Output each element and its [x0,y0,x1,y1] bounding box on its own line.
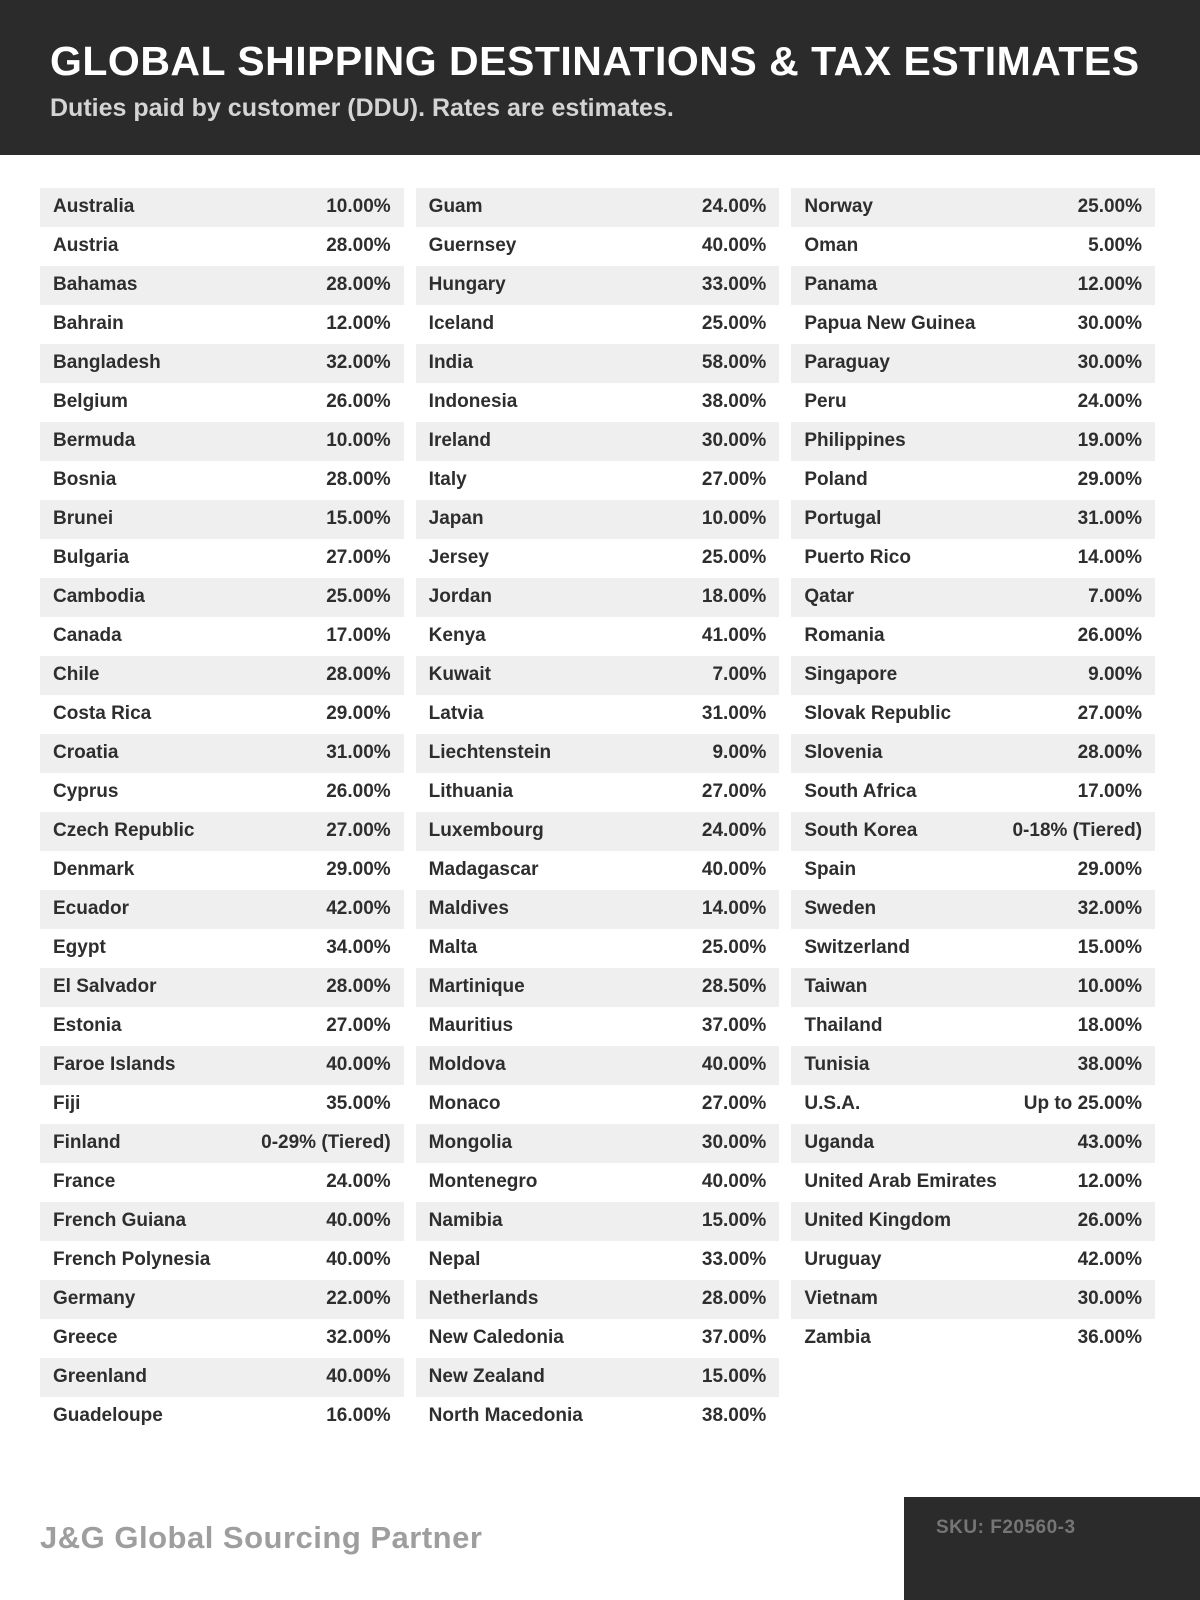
table-row [416,383,780,422]
country-name: Bulgaria [53,547,130,569]
table-row [791,422,1155,461]
tax-rate: 31.00% [1077,508,1143,530]
tax-rate: 14.00% [701,898,767,920]
country-name: Portugal [804,508,882,530]
country-name: New Zealand [428,1366,545,1388]
country-name: Chile [53,664,100,686]
table-row [40,1085,404,1124]
table-row [791,305,1155,344]
tax-rate: 19.00% [1077,430,1143,452]
country-name: Papua New Guinea [804,313,976,335]
table-row [791,1007,1155,1046]
tax-rate: 30.00% [701,1132,767,1154]
country-name: Paraguay [804,352,890,374]
tax-rate: 26.00% [326,391,391,413]
table-row [416,422,780,461]
tax-rate: 5.00% [1088,235,1143,257]
country-name: Germany [53,1288,136,1310]
country-name: Indonesia [428,391,518,413]
country-name: Qatar [804,586,854,608]
tax-rate: 40.00% [701,1054,767,1076]
rate-column-1 [40,188,404,1436]
tax-rate: 14.00% [1077,547,1143,569]
table-row [791,617,1155,656]
tax-rate: 36.00% [1077,1327,1143,1349]
country-name: Costa Rica [53,703,152,725]
table-row [791,227,1155,266]
tax-rate: 12.00% [1077,1171,1143,1193]
table-row [416,617,780,656]
tax-rate: 37.00% [701,1015,767,1037]
table-row [791,188,1155,227]
tax-rate: 18.00% [1077,1015,1143,1037]
table-row [40,617,404,656]
rates-table [0,155,1200,1436]
country-name: Sweden [804,898,877,920]
country-name: South Korea [804,820,918,842]
table-row [416,890,780,929]
table-row [40,539,404,578]
tax-rate: 28.00% [326,469,391,491]
tax-rate: 31.00% [701,703,767,725]
country-name: Kenya [428,625,486,647]
tax-rate: 38.00% [701,391,767,413]
country-name: Fiji [53,1093,81,1115]
tax-rate: 17.00% [1077,781,1143,803]
tax-rate: 26.00% [1077,625,1143,647]
country-name: Monaco [428,1093,501,1115]
table-row [791,578,1155,617]
tax-rate: 25.00% [1077,196,1143,218]
country-name: Tunisia [804,1054,870,1076]
country-name: United Arab Emirates [804,1171,997,1193]
tax-rate: 30.00% [1077,352,1143,374]
table-row [416,812,780,851]
table-row [416,1241,780,1280]
tax-rate: 26.00% [326,781,391,803]
tax-rate: 34.00% [326,937,391,959]
rate-column-3 [791,188,1155,1358]
tax-rate: 27.00% [1077,703,1143,725]
table-row [40,266,404,305]
tax-rate: 37.00% [701,1327,767,1349]
table-row [791,929,1155,968]
tax-rate: 40.00% [701,235,767,257]
country-name: Iceland [428,313,495,335]
sku-block [904,1497,1200,1600]
tax-rate: 40.00% [326,1366,391,1388]
tax-rate: 38.00% [701,1405,767,1427]
country-name: Denmark [53,859,135,881]
tax-rate: 27.00% [326,547,391,569]
country-name: Madagascar [428,859,539,881]
tax-rate: 27.00% [701,1093,767,1115]
country-name: United Kingdom [804,1210,952,1232]
tax-rate: 29.00% [326,859,391,881]
country-name: Namibia [428,1210,503,1232]
table-row [791,1163,1155,1202]
table-row [791,1319,1155,1358]
table-row [416,1319,780,1358]
table-row [791,266,1155,305]
tax-rate: 15.00% [701,1366,767,1388]
country-name: Jersey [428,547,489,569]
table-row [40,1358,404,1397]
table-row [791,1085,1155,1124]
country-name: Croatia [53,742,119,764]
country-name: Cyprus [53,781,119,803]
table-row [791,1202,1155,1241]
tax-rate: 40.00% [701,859,767,881]
tax-rate: 28.00% [1077,742,1143,764]
country-name: Guadeloupe [53,1405,163,1427]
country-name: Thailand [804,1015,883,1037]
tax-rate: 33.00% [701,1249,767,1271]
tax-rate: 29.00% [326,703,391,725]
table-row [40,1007,404,1046]
table-row [791,695,1155,734]
country-name: El Salvador [53,976,157,998]
table-row [791,539,1155,578]
table-row [416,656,780,695]
country-name: Greece [53,1327,118,1349]
table-row [40,461,404,500]
table-row [416,773,780,812]
tax-rate: 29.00% [1077,469,1143,491]
tax-rate: 28.00% [326,664,391,686]
tax-rate: 40.00% [326,1249,391,1271]
table-row [40,1124,404,1163]
country-name: Poland [804,469,868,491]
tax-rate: 43.00% [1077,1132,1143,1154]
table-row [416,1280,780,1319]
tax-rate: 26.00% [1077,1210,1143,1232]
country-name: Zambia [804,1327,871,1349]
table-row [40,890,404,929]
tax-rate: 10.00% [326,430,391,452]
country-name: Kuwait [428,664,491,686]
tax-rate: 30.00% [1077,1288,1143,1310]
table-row [40,1280,404,1319]
table-row [791,500,1155,539]
table-row [40,578,404,617]
tax-rate: 24.00% [326,1171,391,1193]
header-banner [0,0,1200,155]
tax-rate: 32.00% [326,352,391,374]
tax-rate: 25.00% [701,313,767,335]
table-row [40,734,404,773]
country-name: Philippines [804,430,906,452]
country-name: Canada [53,625,122,647]
table-row [791,734,1155,773]
tax-rate: 10.00% [1077,976,1143,998]
country-name: Montenegro [428,1171,538,1193]
tax-rate: 28.00% [326,976,391,998]
country-name: Peru [804,391,847,413]
table-row [791,1046,1155,1085]
country-name: Bangladesh [53,352,161,374]
tax-rate: 7.00% [712,664,767,686]
table-row [791,461,1155,500]
country-name: Panama [804,274,878,296]
tax-rate: 28.50% [701,976,767,998]
tax-rate: 15.00% [701,1210,767,1232]
country-name: Vietnam [804,1288,878,1310]
country-name: Greenland [53,1366,147,1388]
country-name: Bosnia [53,469,117,491]
table-row [416,968,780,1007]
tax-rate: 0-29% (Tiered) [261,1132,391,1154]
table-row [416,734,780,773]
tax-rate: 30.00% [1077,313,1143,335]
table-row [40,812,404,851]
tax-rate: Up to 25.00% [1023,1093,1143,1115]
country-name: Mauritius [428,1015,514,1037]
country-name: Australia [53,196,135,218]
tax-rate: 31.00% [326,742,391,764]
table-row [40,656,404,695]
country-name: New Caledonia [428,1327,564,1349]
tax-rate: 30.00% [701,430,767,452]
table-row [416,578,780,617]
country-name: Liechtenstein [428,742,552,764]
country-name: Bahamas [53,274,138,296]
country-name: Slovak Republic [804,703,952,725]
table-row [416,1124,780,1163]
country-name: Austria [53,235,119,257]
table-row [40,929,404,968]
table-row [416,1358,780,1397]
tax-rate: 27.00% [326,1015,391,1037]
tax-rate: 40.00% [326,1054,391,1076]
country-name: Lithuania [428,781,514,803]
country-name: Bermuda [53,430,136,452]
page-title: GLOBAL SHIPPING DESTINATIONS & TAX ESTIMATES [50,38,1140,84]
country-name: Hungary [428,274,506,296]
country-name: Moldova [428,1054,506,1076]
sku-label: SKU: F20560-3 [936,1517,1076,1538]
table-row [40,695,404,734]
table-row [791,344,1155,383]
table-row [791,890,1155,929]
table-row [40,188,404,227]
tax-rate: 18.00% [701,586,767,608]
country-name: Bahrain [53,313,124,335]
tax-rate: 25.00% [701,547,767,569]
table-row [40,773,404,812]
tax-rate: 58.00% [701,352,767,374]
country-name: Faroe Islands [53,1054,176,1076]
country-name: Switzerland [804,937,910,959]
tax-rate: 12.00% [326,313,391,335]
table-row [791,812,1155,851]
tax-rate: 22.00% [326,1288,391,1310]
table-row [416,188,780,227]
tax-rate: 16.00% [326,1405,391,1427]
tax-rate: 42.00% [326,898,391,920]
table-row [416,1007,780,1046]
table-row [40,1241,404,1280]
tax-rate: 41.00% [701,625,767,647]
country-name: French Polynesia [53,1249,211,1271]
country-name: Ireland [428,430,491,452]
country-name: Ecuador [53,898,130,920]
tax-rate: 38.00% [1077,1054,1143,1076]
tax-rate: 27.00% [326,820,391,842]
country-name: Brunei [53,508,114,530]
table-row [40,1319,404,1358]
country-name: Guam [428,196,483,218]
table-row [416,851,780,890]
country-name: France [53,1171,116,1193]
tax-rate: 25.00% [701,937,767,959]
tax-rate: 0-18% (Tiered) [1012,820,1143,842]
tax-rate: 10.00% [326,196,391,218]
table-row [416,539,780,578]
country-name: Jordan [428,586,493,608]
country-name: Malta [428,937,478,959]
country-name: Finland [53,1132,121,1154]
country-name: Nepal [428,1249,481,1271]
table-row [416,695,780,734]
country-name: Slovenia [804,742,883,764]
table-row [416,461,780,500]
tax-rate: 25.00% [326,586,391,608]
table-row [416,500,780,539]
tax-rate: 32.00% [1077,898,1143,920]
table-row [416,266,780,305]
tax-rate: 42.00% [1077,1249,1143,1271]
tax-rate: 10.00% [701,508,767,530]
tax-rate: 35.00% [326,1093,391,1115]
country-name: Oman [804,235,859,257]
table-row [791,1241,1155,1280]
country-name: Japan [428,508,484,530]
table-row [416,1163,780,1202]
country-name: South Africa [804,781,917,803]
country-name: Uganda [804,1132,875,1154]
table-row [791,1280,1155,1319]
country-name: French Guiana [53,1210,187,1232]
page-subtitle: Duties paid by customer (DDU). Rates are estimates. [50,94,674,123]
table-row [791,968,1155,1007]
table-row [791,851,1155,890]
table-row [40,500,404,539]
tax-rate: 17.00% [326,625,391,647]
tax-rate: 9.00% [712,742,767,764]
table-row [791,1124,1155,1163]
brand-name: J&G Global Sourcing Partner [40,1520,483,1555]
country-name: Puerto Rico [804,547,911,569]
country-name: Romania [804,625,885,647]
table-row [791,773,1155,812]
tax-rate: 24.00% [701,196,767,218]
table-row [416,929,780,968]
table-row [40,1163,404,1202]
tax-rate: 28.00% [701,1288,767,1310]
country-name: Guernsey [428,235,517,257]
table-row [416,227,780,266]
country-name: Singapore [804,664,898,686]
tax-rate: 24.00% [1077,391,1143,413]
tax-rate: 32.00% [326,1327,391,1349]
table-row [40,344,404,383]
tax-rate: 15.00% [1077,937,1143,959]
table-row [40,227,404,266]
table-row [416,1202,780,1241]
tax-rate: 27.00% [701,469,767,491]
tax-rate: 27.00% [701,781,767,803]
country-name: India [428,352,474,374]
tax-rate: 28.00% [326,274,391,296]
country-name: Cambodia [53,586,145,608]
country-name: Maldives [428,898,509,920]
country-name: Martinique [428,976,525,998]
table-row [416,1085,780,1124]
tax-rate: 9.00% [1088,664,1143,686]
tax-rate: 29.00% [1077,859,1143,881]
tax-rate: 40.00% [701,1171,767,1193]
country-name: Luxembourg [428,820,544,842]
country-name: Netherlands [428,1288,539,1310]
country-name: Estonia [53,1015,122,1037]
country-name: Taiwan [804,976,868,998]
tax-rate: 24.00% [701,820,767,842]
tax-rate: 12.00% [1077,274,1143,296]
table-row [40,968,404,1007]
table-row [40,422,404,461]
table-row [791,656,1155,695]
country-name: Norway [804,196,873,218]
country-name: Spain [804,859,857,881]
table-row [40,383,404,422]
country-name: North Macedonia [428,1405,583,1427]
country-name: Czech Republic [53,820,195,842]
tax-rate: 15.00% [326,508,391,530]
country-name: U.S.A. [804,1093,861,1115]
country-name: Latvia [428,703,484,725]
country-name: Italy [428,469,467,491]
table-row [40,305,404,344]
table-row [40,1046,404,1085]
rate-column-2 [416,188,780,1436]
country-name: Mongolia [428,1132,513,1154]
table-row [40,851,404,890]
table-row [416,1397,780,1436]
table-row [40,1202,404,1241]
tax-rate: 40.00% [326,1210,391,1232]
tax-rate: 7.00% [1088,586,1143,608]
table-row [416,1046,780,1085]
tax-rate: 28.00% [326,235,391,257]
table-row [791,383,1155,422]
country-name: Egypt [53,937,106,959]
country-name: Belgium [53,391,128,413]
table-row [416,344,780,383]
tax-rate: 33.00% [701,274,767,296]
table-row [416,305,780,344]
table-row [40,1397,404,1436]
country-name: Uruguay [804,1249,882,1271]
